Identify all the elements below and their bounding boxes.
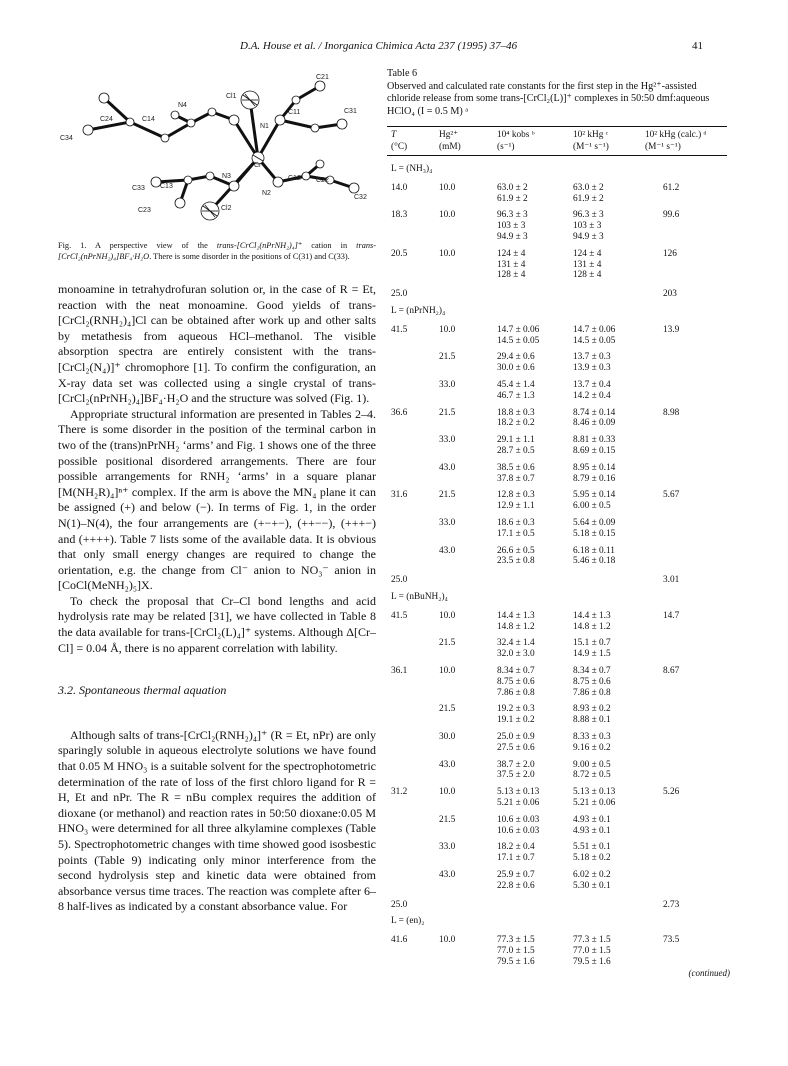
caption-formula: trans-[CrCl₂(nPrNH₂)₄]BF₄·H₂O (58, 241, 376, 261)
table-cell-T: 36.6 (391, 407, 408, 418)
atom-label: C34 (60, 135, 73, 142)
atom-label: C14 (142, 116, 155, 123)
table-cell-kobs: 29.4 ± 0.6 (497, 352, 535, 363)
table-cell-calc: 2.73 (663, 899, 680, 910)
table-cell-T: 41.6 (391, 935, 408, 946)
table-header (387, 127, 727, 155)
figure-caption (58, 240, 376, 262)
table-cell-kobs: 25.9 ± 0.7 (497, 870, 535, 880)
table-cell-kobs: 27.5 ± 0.6 (497, 742, 535, 753)
table-cell-T: 31.2 (391, 787, 408, 798)
table-cell-khg: 124 ± 4 (573, 248, 602, 259)
table-cell-kobs: 37.8 ± 0.7 (497, 473, 535, 484)
table-cell-khg: 14.7 ± 0.06 (573, 324, 616, 335)
atom-label: C23 (138, 207, 151, 214)
table-cell-kobs: 14.7 ± 0.06 (497, 324, 540, 335)
table-cell-khg: 94.9 ± 3 (573, 232, 604, 242)
table-cell-kobs: 96.3 ± 3 (497, 210, 528, 221)
table-cell-khg: 8.93 ± 0.2 (573, 704, 611, 715)
table-cell-kobs: 5.21 ± 0.06 (497, 798, 540, 808)
table-cell-calc: 3.01 (663, 575, 680, 586)
section-heading: 3.2. Spontaneous thermal aquation (58, 683, 227, 698)
table-cell-kobs: 103 ± 3 (497, 221, 526, 232)
atom-label: C32 (354, 194, 367, 201)
figure-1 (58, 68, 376, 238)
col-header-t-unit: (°C) (391, 142, 408, 152)
table-cell-kobs: 45.4 ± 1.4 (497, 380, 535, 390)
rate-constant-table (387, 126, 727, 1066)
table-cell-khg: 8.69 ± 0.15 (573, 446, 616, 456)
table-cell-khg: 5.46 ± 0.18 (573, 556, 616, 567)
col-header-khg: 10² kHg ᶜ (573, 130, 609, 140)
table-cell-calc: 61.2 (663, 182, 680, 193)
table-cell-kobs: 18.2 ± 0.4 (497, 842, 535, 853)
continued-note: (continued) (688, 968, 730, 978)
table-cell-Hg: 43.0 (439, 759, 456, 770)
table-cell-kobs: 79.5 ± 1.6 (497, 956, 535, 967)
table-cell-khg: 96.3 ± 3 (573, 210, 604, 221)
table-cell-kobs: 28.7 ± 0.5 (497, 446, 535, 456)
table-cell-kobs: 14.5 ± 0.05 (497, 335, 540, 346)
atom-label: Cr (254, 162, 262, 169)
table-cell-khg: 6.18 ± 0.11 (573, 545, 615, 556)
ligand-heading: L = (nPrNH₂)₄ (391, 306, 446, 316)
table-caption-text: Observed and calculated rate constants for the first step in the Hg²⁺-assisted chloride release from some trans-[CrCl₂(L)]⁺ complexes in 50:50 dmf:aqueous HClO₄ (I = 0.5 M) ᵃ (387, 80, 710, 117)
table-cell-khg: 4.93 ± 0.1 (573, 814, 611, 825)
atom-label: C31 (344, 108, 357, 115)
table-cell-khg: 5.30 ± 0.1 (573, 880, 611, 891)
col-header-khg-calc-unit: (M⁻¹ s⁻¹) (645, 142, 681, 152)
caption-text: Fig. 1. A perspective view of the (58, 241, 217, 250)
table-cell-T: 31.6 (391, 490, 408, 501)
atom-label: C21 (316, 74, 329, 81)
table-cell-khg: 8.88 ± 0.1 (573, 715, 611, 726)
table-cell-khg: 14.5 ± 0.05 (573, 335, 616, 346)
table-cell-Hg: 10.0 (439, 610, 456, 621)
table-cell-khg: 128 ± 4 (573, 270, 602, 281)
table-cell-Hg: 10.0 (439, 666, 456, 676)
table-cell-khg: 5.21 ± 0.06 (573, 798, 616, 808)
table-cell-kobs: 32.4 ± 1.4 (497, 638, 535, 649)
atom-label: N4 (178, 102, 187, 109)
table-cell-khg: 14.4 ± 1.3 (573, 610, 611, 621)
table-cell-kobs: 124 ± 4 (497, 248, 526, 259)
table-cell-Hg: 33.0 (439, 380, 456, 390)
table-cell-Hg: 10.0 (439, 324, 456, 335)
atom-label: C24 (100, 116, 113, 123)
table-cell-khg: 131 ± 4 (573, 259, 602, 270)
atom-label: C12 (288, 175, 301, 182)
table-cell-Hg: 10.0 (439, 182, 456, 193)
atom-label: N3 (222, 173, 231, 180)
paragraph: Appropriate structural information are presented in Tables 2–4. There is some disorder in the position of the terminal carbon in two of the (trans)nPrNH₂ ‘arms’ and Fig. 1 shows one of the three possible positional disordered arrangements. There are four possible arrangements for RNH₂ ‘arms’ in a square planar [M(NH₂R)₄]ⁿ⁺ complex. If the arm is above the MN₄ plane it can be assigned (+) and below (−). In terms of Fig. 1, in the order N(1)–N(4), the four arrangements are (+−+−), (++−−), (+++−) and (++++). Table 7 lists some of the available data. It is obvious that only small energy changes are required to change the orientation, e.g. the change from Cl⁻ anion to NO₃⁻ anion in [CoCl(MeNH₂)₅]X. (58, 406, 376, 593)
table-cell-khg: 8.75 ± 0.6 (573, 676, 611, 687)
col-header-khg-calc: 10² kHg (calc.) ᵈ (645, 130, 707, 140)
col-header-hg-unit: (mM) (439, 142, 461, 152)
table-cell-khg: 14.2 ± 0.4 (573, 390, 611, 401)
table-cell-khg: 13.7 ± 0.3 (573, 352, 611, 363)
caption-text: cation in (302, 241, 357, 250)
table-cell-calc: 203 (663, 289, 677, 300)
table-cell-kobs: 17.1 ± 0.5 (497, 528, 535, 539)
table-cell-kobs: 12.8 ± 0.3 (497, 490, 535, 501)
table-cell-kobs: 10.6 ± 0.03 (497, 814, 540, 825)
table-cell-kobs: 19.1 ± 0.2 (497, 715, 535, 726)
table-cell-khg: 61.9 ± 2 (573, 193, 604, 204)
table-cell-khg: 6.02 ± 0.2 (573, 870, 611, 880)
table-cell-calc: 8.98 (663, 407, 680, 418)
table-cell-kobs: 8.75 ± 0.6 (497, 676, 535, 687)
table-cell-calc: 14.7 (663, 610, 680, 621)
table-cell-kobs: 30.0 ± 0.6 (497, 363, 535, 374)
table-cell-Hg: 10.0 (439, 210, 456, 221)
table-cell-kobs: 61.9 ± 2 (497, 193, 528, 204)
table-cell-khg: 7.86 ± 0.8 (573, 687, 611, 698)
table-cell-khg: 13.9 ± 0.3 (573, 363, 611, 374)
atom-label: N2 (262, 190, 271, 197)
table-cell-khg: 8.33 ± 0.3 (573, 732, 611, 742)
table-cell-kobs: 38.5 ± 0.6 (497, 462, 535, 473)
table-cell-khg: 14.9 ± 1.5 (573, 649, 611, 660)
paragraph: Although salts of trans-[CrCl₂(RNH₂)₄]⁺ (R = Et, nPr) are only sparingly soluble in aqueous electrolyte solutions we have found that 0.05 M HNO₃ is a suitable solvent for the spectrophotometric determination of the rate of loss of the first chloro ligand for R = H, Et and nPr. The R = nBu complex requires the addition of dioxane (or methanol) and reaction rates in 50:50 dioxane:0.05 M HNO₃ were determined for all three alkylamine complexes (Table 5). Spectrophotometric changes with time showed good isosbestic points (Table 9) indicating only minor interference from the second hydrolysis step and kinetic data were obtained from absorbance versus time traces. The reaction was complete after 6–8 half-lives as indicated by a constant absorbance value. For (58, 727, 376, 914)
table-cell-kobs: 29.1 ± 1.1 (497, 435, 535, 446)
table-cell-Hg: 33.0 (439, 518, 456, 528)
table-cell-khg: 8.72 ± 0.5 (573, 770, 611, 781)
ligand-heading: L = (NH₃)₄ (391, 164, 433, 174)
table-cell-kobs: 94.9 ± 3 (497, 232, 528, 242)
table-cell-khg: 5.18 ± 0.2 (573, 853, 611, 864)
table-cell-T: 36.1 (391, 666, 408, 676)
atom-label: Cl2 (221, 205, 232, 212)
atom-label: C11 (288, 109, 301, 116)
table-cell-khg: 8.95 ± 0.14 (573, 462, 616, 473)
table-cell-kobs: 37.5 ± 2.0 (497, 770, 535, 781)
right-column (387, 68, 727, 1066)
molecular-structure-drawing (58, 68, 376, 228)
running-header (0, 40, 788, 56)
running-head: D.A. House et al. / Inorganica Chimica Acta 237 (1995) 37–46 (240, 40, 518, 52)
paragraph: monoamine in tetrahydrofuran solution or, in the case of R = Et, reaction with the neat monoamine. Good yields of trans-[CrCl₂(RNH₂)₄]Cl can be obtained after work up and other salts by metathesis from aqueous HCl–methanol. The visible absorption spectra are entirely consistent with the trans-[CrCl₂(N₄)]⁺ chromophore [1]. To confirm the configuration, an X-ray data set was collected using a single crystal of trans-[CrCl₂(nPrNH₂)₄]BF₄·H₂O and the structure was solved (Fig. 1). (58, 282, 376, 406)
table-cell-Hg: 30.0 (439, 732, 456, 742)
table-cell-khg: 9.00 ± 0.5 (573, 759, 611, 770)
col-header-kobs-unit: (s⁻¹) (497, 142, 515, 152)
table-cell-khg: 5.95 ± 0.14 (573, 490, 616, 501)
table-cell-kobs: 32.0 ± 3.0 (497, 649, 535, 660)
table-cell-khg: 4.93 ± 0.1 (573, 825, 611, 836)
table-cell-calc: 99.6 (663, 210, 680, 221)
table-cell-khg: 8.79 ± 0.16 (573, 473, 616, 484)
table-cell-khg: 79.5 ± 1.6 (573, 956, 611, 967)
table-cell-Hg: 21.5 (439, 638, 456, 649)
table-cell-kobs: 46.7 ± 1.3 (497, 390, 535, 401)
table-body (387, 156, 727, 1066)
table-cell-calc: 5.67 (663, 490, 680, 501)
table-cell-kobs: 18.6 ± 0.3 (497, 518, 535, 528)
col-header-khg-unit: (M⁻¹ s⁻¹) (573, 142, 609, 152)
col-header-hg: Hg²⁺ (439, 130, 459, 140)
table-cell-khg: 5.64 ± 0.09 (573, 518, 616, 528)
table-cell-Hg: 10.0 (439, 248, 456, 259)
table-cell-khg: 15.1 ± 0.7 (573, 638, 611, 649)
table-cell-kobs: 131 ± 4 (497, 259, 526, 270)
table-cell-T: 41.5 (391, 610, 408, 621)
table-cell-Hg: 33.0 (439, 435, 456, 446)
table-cell-khg: 8.46 ± 0.09 (573, 418, 616, 429)
table-cell-kobs: 10.6 ± 0.03 (497, 825, 540, 836)
atom-label: C33 (132, 185, 145, 192)
table-cell-Hg: 43.0 (439, 462, 456, 473)
table-cell-kobs: 17.1 ± 0.7 (497, 853, 535, 864)
table-cell-kobs: 14.4 ± 1.3 (497, 610, 535, 621)
table-cell-T: 25.0 (391, 899, 408, 910)
table-cell-T: 20.5 (391, 248, 408, 259)
caption-formula: trans-[CrCl₂(nPrNH₂)₄]⁺ (216, 241, 303, 250)
table-cell-calc: 5.26 (663, 787, 680, 798)
table-cell-khg: 77.3 ± 1.5 (573, 935, 611, 946)
atom-label: Cl1 (226, 93, 237, 100)
atom-label: N1 (260, 123, 269, 130)
table-cell-kobs: 7.86 ± 0.8 (497, 687, 535, 698)
table-cell-khg: 9.16 ± 0.2 (573, 742, 611, 753)
table-cell-kobs: 14.8 ± 1.2 (497, 621, 535, 632)
table-cell-T: 18.3 (391, 210, 408, 221)
table-cell-kobs: 5.13 ± 0.13 (497, 787, 540, 798)
table-cell-Hg: 21.5 (439, 352, 456, 363)
table-caption (387, 68, 727, 118)
atom-label: C13 (160, 183, 173, 190)
table-cell-kobs: 38.7 ± 2.0 (497, 759, 535, 770)
atom-label: C22 (316, 177, 329, 184)
table-cell-khg: 8.34 ± 0.7 (573, 666, 611, 676)
table-label: Table 6 (387, 68, 418, 79)
table-cell-Hg: 21.5 (439, 814, 456, 825)
table-cell-kobs: 63.0 ± 2 (497, 182, 528, 193)
table-cell-khg: 103 ± 3 (573, 221, 602, 232)
col-header-kobs: 10⁴ kobs ᵇ (497, 130, 535, 140)
table-cell-calc: 8.67 (663, 666, 680, 676)
table-cell-kobs: 8.34 ± 0.7 (497, 666, 535, 676)
table-cell-khg: 5.18 ± 0.15 (573, 528, 616, 539)
table-cell-calc: 73.5 (663, 935, 680, 946)
table-cell-Hg: 43.0 (439, 870, 456, 880)
paragraph: To check the proposal that Cr–Cl bond lengths and acid hydrolysis rate may be related [31], we have collected in Table 8 the data available for trans-[CrCl₂(L)₄]⁺ systems. Although Δ[Cr–Cl] = 0.04 Å, there is no apparent correlation with lability. (58, 593, 376, 655)
table-cell-kobs: 128 ± 4 (497, 270, 526, 281)
table-cell-Hg: 33.0 (439, 842, 456, 853)
table-cell-kobs: 77.3 ± 1.5 (497, 935, 535, 946)
table-cell-Hg: 43.0 (439, 545, 456, 556)
table-cell-calc: 126 (663, 248, 677, 259)
table-cell-khg: 8.81 ± 0.33 (573, 435, 616, 446)
table-cell-khg: 77.0 ± 1.5 (573, 946, 611, 956)
ligand-heading: L = (nBuNH₂)₄ (391, 592, 448, 602)
table-cell-kobs: 26.6 ± 0.5 (497, 545, 535, 556)
left-column (58, 68, 376, 915)
table-cell-khg: 6.00 ± 0.5 (573, 501, 611, 512)
table-cell-T: 25.0 (391, 575, 408, 586)
table-cell-Hg: 21.5 (439, 704, 456, 715)
table-cell-khg: 5.13 ± 0.13 (573, 787, 616, 798)
table-cell-kobs: 12.9 ± 1.1 (497, 501, 535, 512)
table-cell-kobs: 25.0 ± 0.9 (497, 732, 535, 742)
table-cell-kobs: 18.2 ± 0.2 (497, 418, 535, 429)
table-cell-Hg: 21.5 (439, 490, 456, 501)
table-cell-T: 14.0 (391, 182, 408, 193)
body-text (58, 282, 376, 915)
page-number: 41 (692, 40, 703, 52)
ligand-heading: L = (en)₂ (391, 916, 425, 927)
table-cell-kobs: 18.8 ± 0.3 (497, 407, 535, 418)
table-cell-khg: 13.7 ± 0.4 (573, 380, 611, 390)
table-cell-T: 41.5 (391, 324, 408, 335)
table-cell-T: 25.0 (391, 289, 408, 300)
table-cell-kobs: 77.0 ± 1.5 (497, 946, 535, 956)
table-cell-calc: 13.9 (663, 324, 680, 335)
table-cell-kobs: 22.8 ± 0.6 (497, 880, 535, 891)
table-cell-kobs: 19.2 ± 0.3 (497, 704, 535, 715)
table-cell-khg: 5.51 ± 0.1 (573, 842, 611, 853)
table-cell-khg: 14.8 ± 1.2 (573, 621, 611, 632)
col-header-t: T (391, 130, 397, 140)
table-cell-khg: 8.74 ± 0.14 (573, 407, 616, 418)
table-cell-Hg: 10.0 (439, 935, 456, 946)
table-cell-Hg: 10.0 (439, 787, 456, 798)
table-cell-Hg: 21.5 (439, 407, 456, 418)
caption-text: . There is some disorder in the positions of C(31) and C(33). (149, 252, 350, 261)
table-cell-kobs: 23.5 ± 0.8 (497, 556, 535, 567)
table-cell-khg: 63.0 ± 2 (573, 182, 604, 193)
